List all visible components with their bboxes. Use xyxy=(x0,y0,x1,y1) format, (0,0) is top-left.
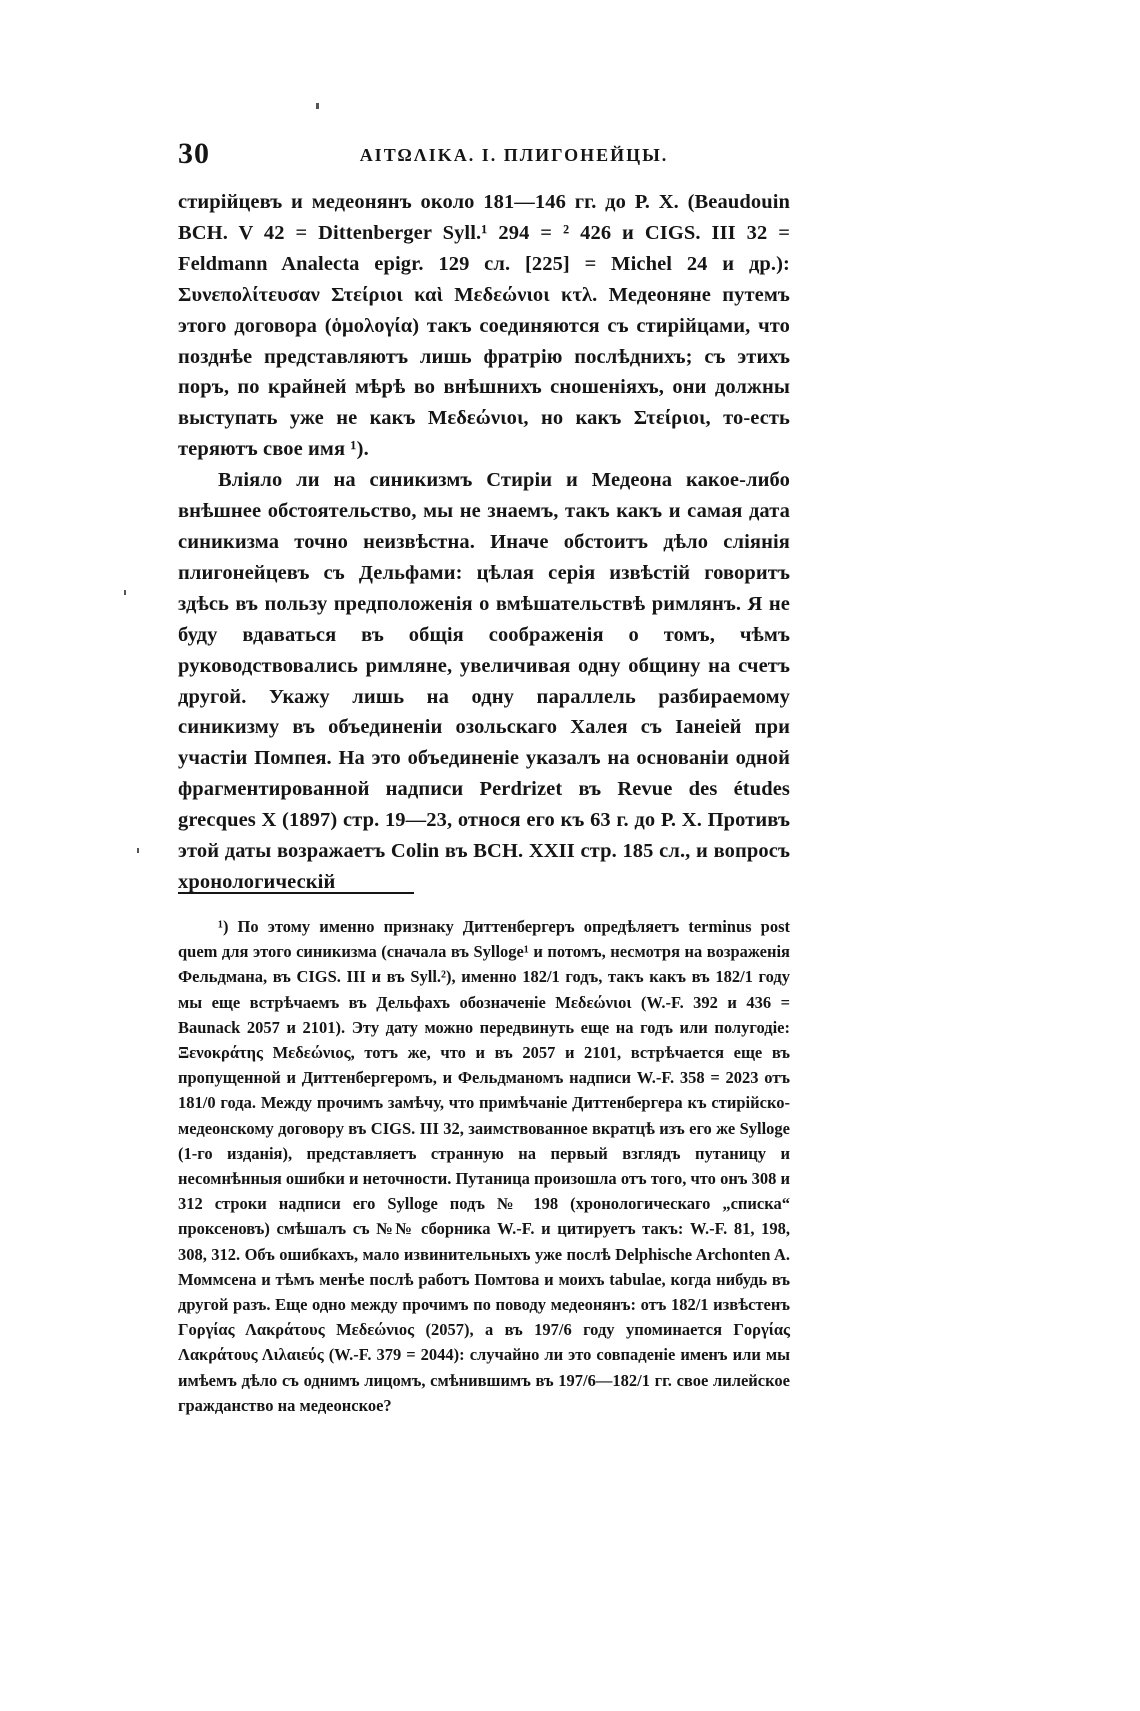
page-number: 30 xyxy=(178,137,210,170)
paragraph-2: Вліяло ли на синикизмъ Стиріи и Медеона какое-либо внѣшнее обстоятельство, мы не знаемъ, такъ какъ и самая дата синикизма точно неизвѣстна. Иначе обстоитъ дѣло сліянія плигонейцевъ съ Дельфами: цѣлая серія извѣстій говоритъ здѣсь въ пользу предположенія о вмѣшательствѣ римлянъ. Я не буду вдаваться въ общія соображенія о томъ, чѣмъ руководствовались римляне, увеличивая одну общину на счетъ другой. Укажу лишь на одну параллель разбираемому синикизму въ объединеніи озольскаго Халея съ Іанеіей при участіи Помпея. На это объединеніе указалъ на основаніи одной фрагментированной надписи Perdrizet въ Revue des études grecques X (1897) стр. 19—23, относя его къ 63 г. до Р. Х. Противъ этой даты возражаетъ Colin въ BCH. XXII стр. 185 сл., и вопросъ хронологическій xyxy=(178,469,790,893)
scan-speck xyxy=(124,590,126,595)
running-title: ΑΙΤΩΛΙΚΑ. I. ПЛИГОНЕЙЦЫ. xyxy=(359,145,669,165)
scan-speck xyxy=(137,848,139,853)
footnote xyxy=(178,914,790,1418)
footnote-text: ¹) По этому именно признаку Диттенбергеръ опредѣляетъ terminus post quem для этого синикизма (сначала въ Sylloge¹ и потомъ, несмотря на возраженія Фельдмана, въ CIGS. III и въ Syll.²), именно 182/1 годъ, такъ какъ въ 182/1 году мы еще встрѣчаемъ въ Дельфахъ обозначеніе Μεδεώνιοι (W.-F. 392 и 436 = Baunack 2057 и 2101). Эту дату можно передвинуть еще на годъ или полугодіе: Ξενοκράτης Μεδεώνιος, тотъ же, что и въ 2057 и 2101, встрѣчается еще въ пропущенной и Диттенбергеромъ, и Фельдманомъ надписи W.-F. 358 = 2023 отъ 181/0 года. Между прочимъ замѣчу, что примѣчаніе Диттенбергера къ стирійско-медеонскому договору въ CIGS. III 32, заимствованное вкратцѣ изъ его же Sylloge (1-го изданія), представляетъ странную на первый взглядъ путаницу и несомнѣнныя ошибки и неточности. Путаница произошла отъ того, что онъ 308 и 312 строки надписи его Sylloge подъ № 198 (хронологическаго „списка“ проксеновъ) смѣшалъ съ №№ сборника W.-F. и цитируетъ такъ: W.-F. 81, 198, 308, 312. Объ ошибкахъ, мало извинительныхъ уже послѣ Delphische Archonten A. Моммсена и тѣмъ менѣе послѣ работъ Помтова и моихъ tabulae, когда нибудь въ другой разъ. Еще одно между прочимъ по поводу медеонянъ: отъ 182/1 извѣстенъ Γοργίας Λακράτους Μεδεώνιος (2057), а въ 197/6 году упоминается Γοργίας Λακράτους Λιλαιεύς (W.-F. 379 = 2044): случайно ли это совпаденіе именъ или мы имѣемъ дѣло съ однимъ лицомъ, смѣнившимъ въ 197/6—182/1 гг. свое лилейское гражданство на медеонское? xyxy=(178,917,790,1415)
scan-speck xyxy=(316,103,319,109)
paragraph-1: стирійцевъ и медеонянъ около 181—146 гг. до Р. Х. (Beaudouin BCH. V 42 = Dittenberger Syll.¹ 294 = ² 426 и CIGS. III 32 = Feldmann Analecta epigr. 129 сл. [225] = Michel 24 и др.): Συνεπολίτευσαν Στείριοι καὶ Μεδεώνιοι κτλ. Медеоняне путемъ этого договора (ὁμολογία) такъ соединяются съ стирійцами, что позднѣе представляютъ лишь фратрію послѣднихъ; съ этихъ поръ, по крайней мѣрѣ во внѣшнихъ сношеніяхъ, они должны выступать уже не какъ Μεδεώνιοι, но какъ Στείριοι, то-есть теряютъ свое имя ¹). xyxy=(178,191,790,461)
footnote-separator xyxy=(178,892,414,894)
main-text xyxy=(178,187,790,898)
page-header xyxy=(178,137,790,173)
